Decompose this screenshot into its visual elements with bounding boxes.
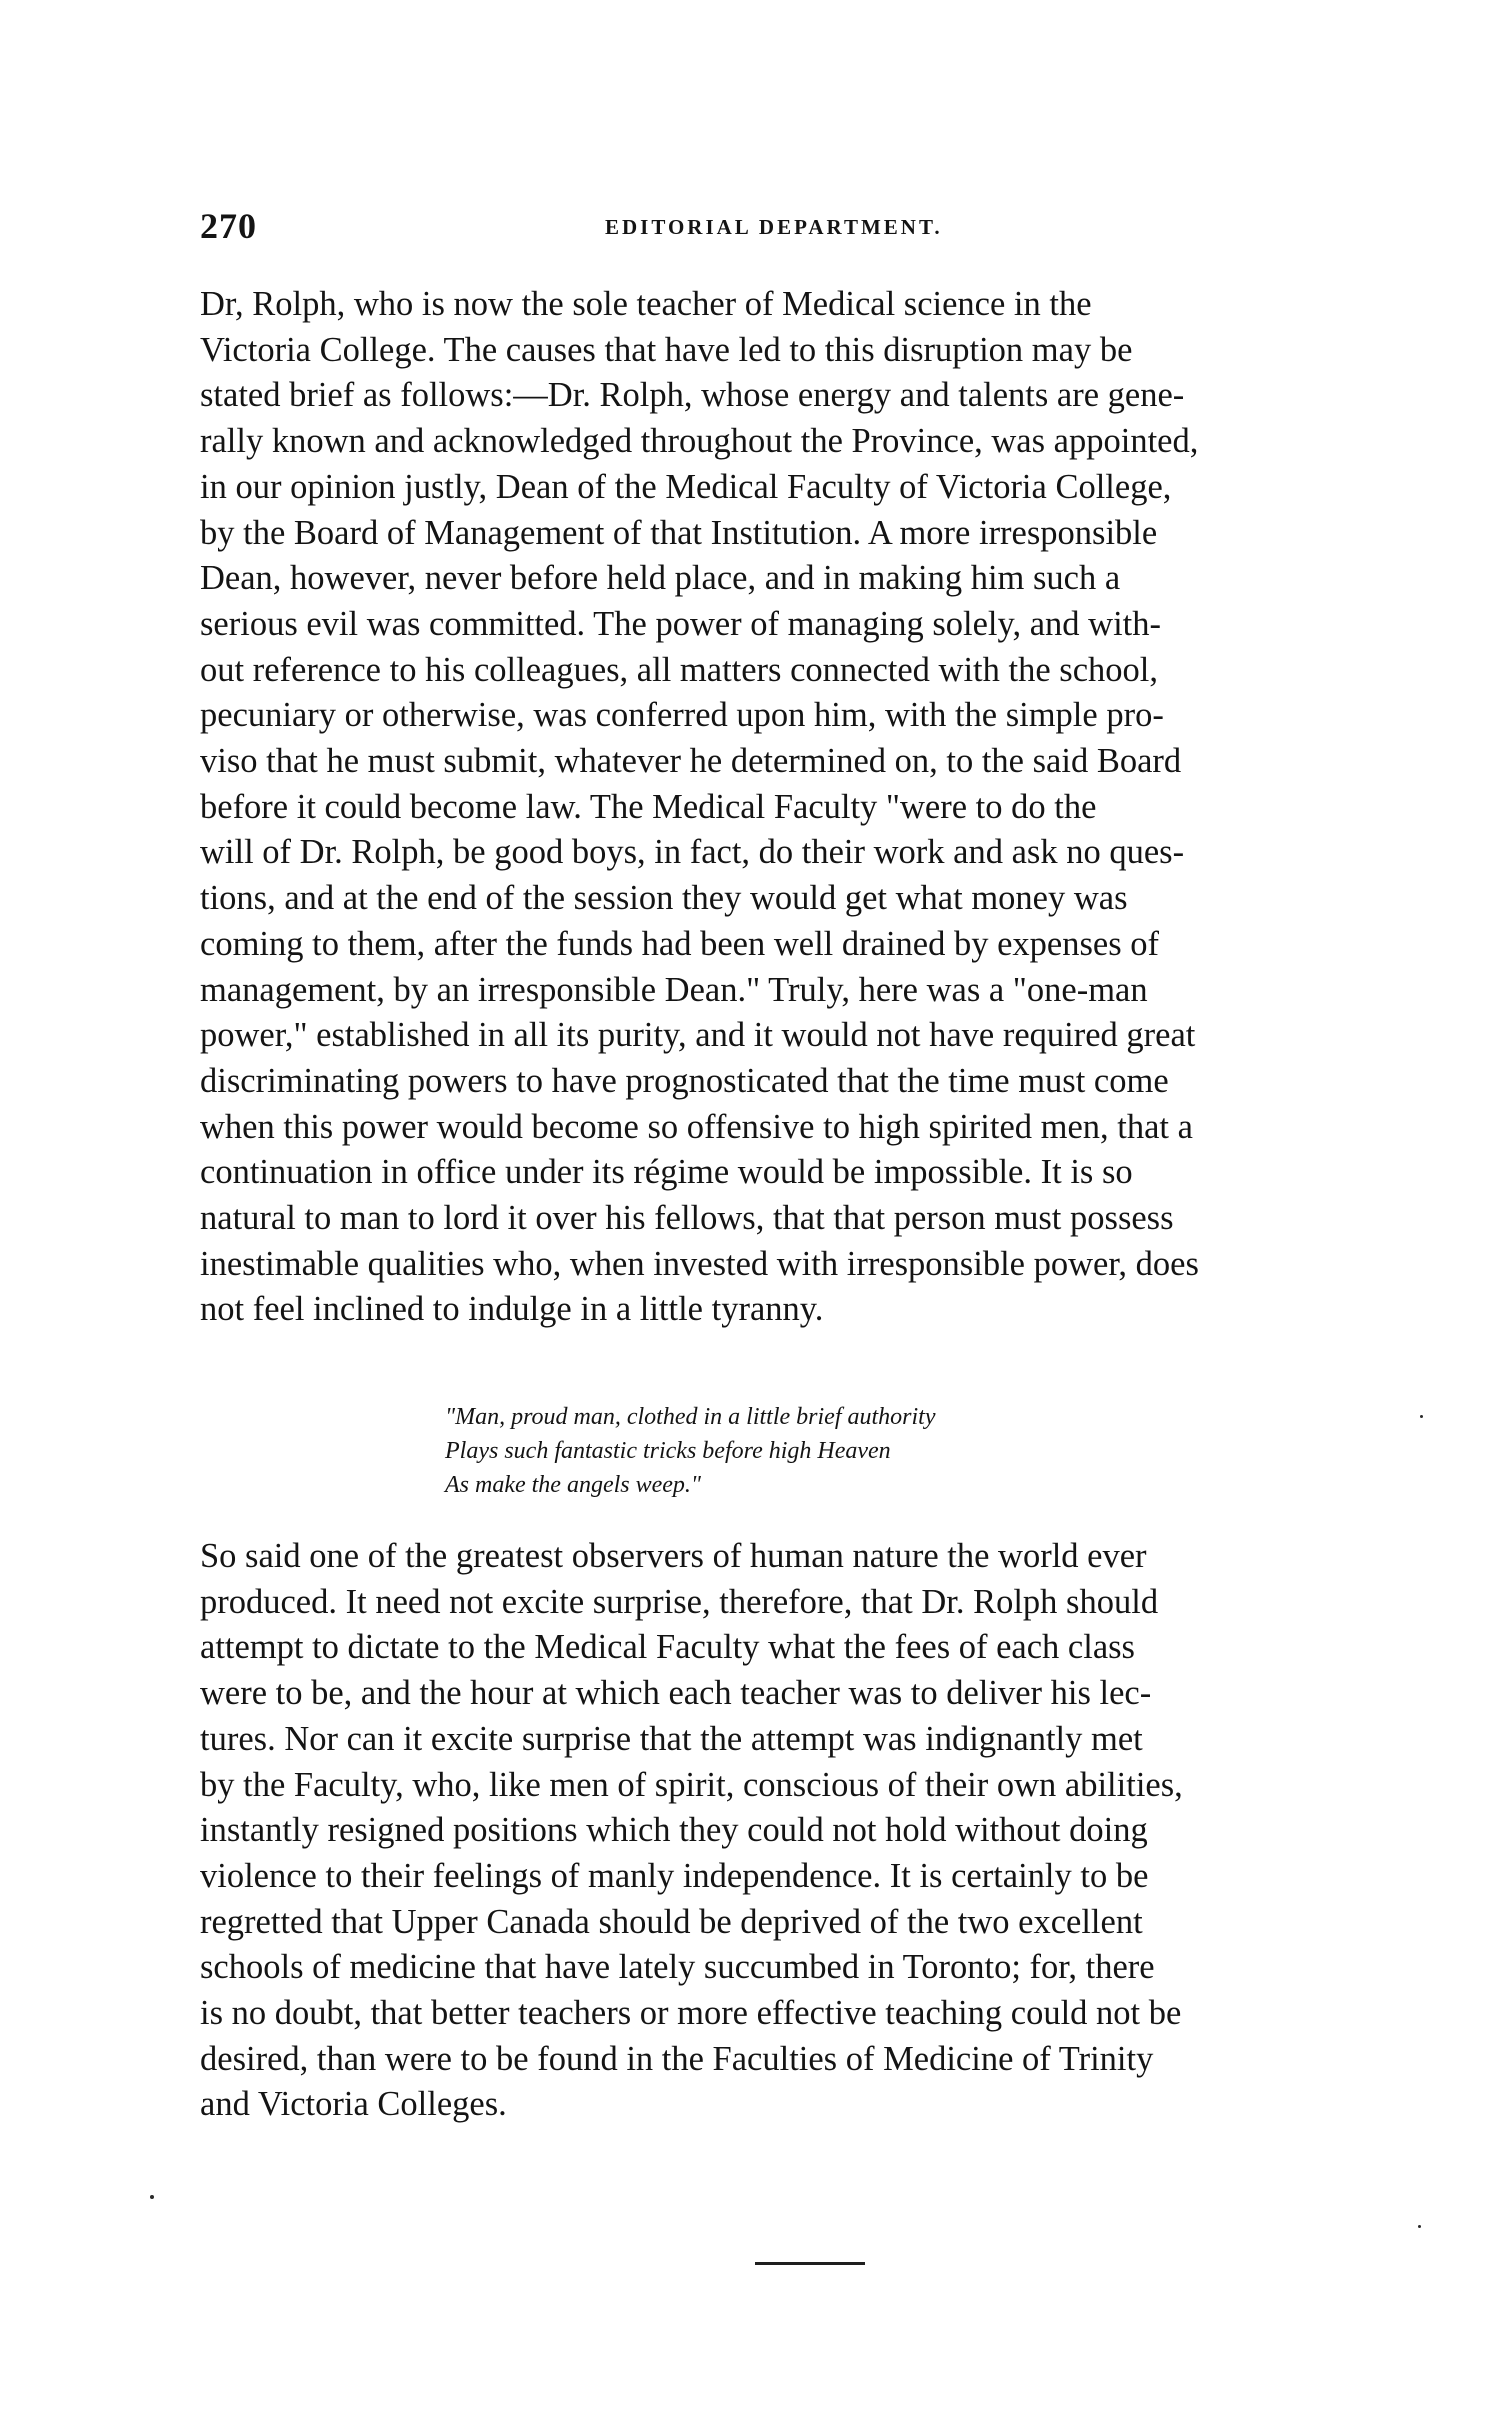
text-line: Victoria College. The causes that have led to this disruption may be <box>200 330 1133 369</box>
quote-line: Plays such fantastic tricks before high Heaven <box>445 1438 891 1464</box>
text-line: will of Dr. Rolph, be good boys, in fact, do their work and ask no ques- <box>200 833 1185 872</box>
text-line: out reference to his colleagues, all matters connected with the school, <box>200 650 1158 689</box>
text-line: Dr, Rolph, who is now the sole teacher of Medical science in the <box>200 285 1092 323</box>
text-line: were to be, and the hour at which each teacher was to deliver his lec- <box>200 1674 1152 1713</box>
quote-line: As make the angels weep." <box>445 1472 702 1498</box>
ink-speck <box>1418 2225 1421 2228</box>
block-quotation <box>445 1400 1245 1502</box>
text-line: schools of medicine that have lately succumbed in Toronto; for, there <box>200 1948 1155 1987</box>
text-line: tions, and at the end of the session they would get what money was <box>200 879 1128 918</box>
page-number: 270 <box>200 206 257 246</box>
text-line: produced. It need not excite surprise, therefore, that Dr. Rolph should <box>200 1582 1159 1621</box>
text-line: not feel inclined to indulge in a little tyranny. <box>200 1290 824 1329</box>
text-line: Dean, however, never before held place, and in making him such a <box>200 559 1121 598</box>
text-line: coming to them, after the funds had been well drained by expenses of <box>200 924 1159 963</box>
text-line: violence to their feelings of manly independence. It is certainly to be <box>200 1856 1149 1895</box>
text-line: serious evil was committed. The power of managing solely, and with- <box>200 604 1161 643</box>
ink-speck <box>150 2195 154 2199</box>
text-line: discriminating powers to have prognosticated that the time must come <box>200 1061 1169 1100</box>
text-line: natural to man to lord it over his fellows, that that person must possess <box>200 1199 1174 1238</box>
text-line: by the Faculty, who, like men of spirit, conscious of their own abilities, <box>200 1765 1183 1804</box>
paragraph-faculty-resignation <box>200 1534 1470 2128</box>
text-line: continuation in office under its régime would be impossible. It is so <box>200 1153 1133 1192</box>
text-line: power," established in all its purity, and it would not have required great <box>200 1016 1196 1055</box>
paragraph-rolph-dean <box>200 282 1470 1333</box>
text-line: attempt to dictate to the Medical Faculty what the fees of each class <box>200 1628 1135 1667</box>
text-line: desired, than were to be found in the Faculties of Medicine of Trinity <box>200 2039 1154 2078</box>
text-line: rally known and acknowledged throughout the Province, was appointed, <box>200 422 1199 461</box>
text-line: is no doubt, that better teachers or more effective teaching could not be <box>200 1994 1182 2033</box>
quote-line: "Man, proud man, clothed in a little brief authority <box>445 1404 936 1430</box>
text-line: So said one of the greatest observers of human nature the world ever <box>200 1537 1147 1575</box>
ink-speck <box>1420 1415 1423 1418</box>
text-line: instantly resigned positions which they could not hold without doing <box>200 1811 1148 1850</box>
page-header <box>200 205 1260 255</box>
text-line: pecuniary or otherwise, was conferred upon him, with the simple pro- <box>200 696 1164 735</box>
text-line: inestimable qualities who, when invested with irresponsible power, does <box>200 1244 1199 1283</box>
text-line: management, by an irresponsible Dean." Truly, here was a "one-man <box>200 970 1148 1009</box>
running-title: EDITORIAL DEPARTMENT. <box>605 215 943 239</box>
text-line: viso that he must submit, whatever he determined on, to the said Board <box>200 742 1182 781</box>
text-line: stated brief as follows:—Dr. Rolph, whose energy and talents are gene- <box>200 376 1185 415</box>
text-line: when this power would become so offensive to high spirited men, that a <box>200 1107 1193 1146</box>
text-line: by the Board of Management of that Institution. A more irresponsible <box>200 513 1158 552</box>
text-line: regretted that Upper Canada should be deprived of the two excellent <box>200 1902 1143 1941</box>
text-line: and Victoria Colleges. <box>200 2085 507 2124</box>
text-line: before it could become law. The Medical Faculty "were to do the <box>200 787 1097 826</box>
section-end-rule <box>755 2262 865 2265</box>
text-line: tures. Nor can it excite surprise that the attempt was indignantly met <box>200 1719 1143 1758</box>
text-line: in our opinion justly, Dean of the Medical Faculty of Victoria College, <box>200 467 1172 506</box>
